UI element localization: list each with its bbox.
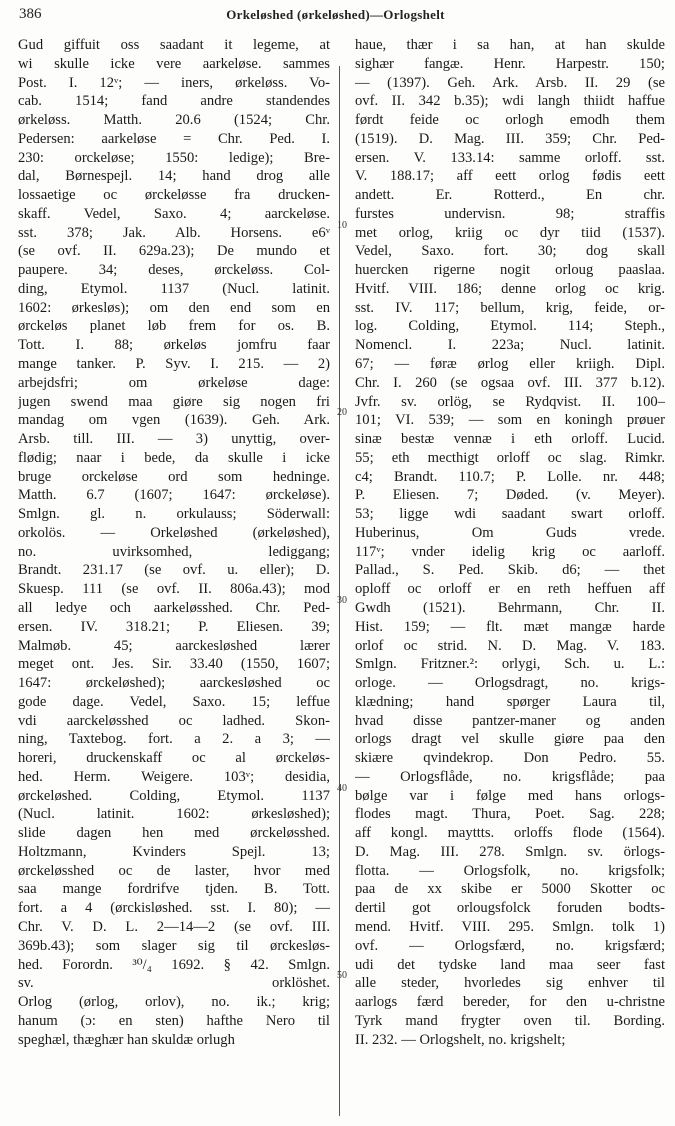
text-line: P. Eliesen. 7; Døded. (v. Meyer).	[355, 487, 665, 504]
text-line: alle steder, hvorledes sig enhver til	[355, 975, 665, 992]
text-line: mandag om vgen (1639). Geh. Ark.	[18, 412, 330, 429]
text-line: c4; Brandt. 110.7; P. Lolle. nr. 448;	[355, 468, 665, 485]
text-line: Post. I. 12ᵛ; — iners, ørkeløss. Vo-	[18, 74, 330, 91]
text-line: vdi aarckeløsshed oc ladhed. Skon-	[18, 712, 330, 729]
text-line: orlogs dragt vel skulle giøre paa den	[355, 731, 665, 748]
right-column	[355, 36, 665, 1049]
line-number-20: 20	[337, 407, 347, 418]
text-line: paa de xx skibe er 5000 Skotter oc	[355, 881, 665, 898]
text-line: Vedel, Saxo. fort. 30; dog skall	[355, 243, 665, 260]
text-line: flodes magt. Thura, Poet. Sag. 228;	[355, 806, 665, 823]
text-line: Chr. V. D. L. 2—14—2 (se ovf. III.	[18, 918, 330, 935]
text-line: jugen swend maa giøre sig nogen fri	[18, 393, 330, 410]
text-line: hed. Herm. Weigere. 103ᵛ; desidia,	[18, 768, 330, 785]
page-number: 386	[19, 6, 42, 22]
text-line: andett. Er. Rotterd., En chr.	[355, 187, 665, 204]
text-line: II. 232. — Orlogshelt, no. krigshelt;	[355, 1031, 566, 1048]
text-line: ørckeløsshed oc de laster, hvor med	[18, 862, 330, 879]
text-line: 1602: ørkesløs); om den end som en	[18, 299, 330, 316]
text-line: bølge var i følge med hans orlogs-	[355, 787, 665, 804]
text-line: (1519). D. Mag. III. 359; Chr. Ped-	[355, 130, 665, 147]
text-line: mange tanker. P. Syv. I. 215. — 2)	[18, 356, 330, 373]
text-line: ersen. IV. 318.21; P. Eliesen. 39;	[18, 618, 330, 635]
text-line: Smlgn. gl. n. orkulauss; Söderwall:	[18, 506, 330, 523]
text-line: Chr. I. 260 (se ogsaa ovf. III. 377 b.12).	[355, 374, 665, 391]
text-line: aarlogs færd bereder, for den u-christne	[355, 994, 665, 1011]
text-line: klædning; hand spørger Laura til,	[355, 693, 665, 710]
text-line: orloge. — Orlogsdragt, no. krigs-	[355, 675, 665, 692]
text-line: Arsb. till. III. — 3) unyttig, over-	[18, 431, 330, 448]
text-line: sinæ bestæ vennæ i eth orloff. Lucid.	[355, 431, 665, 448]
text-line: udi det tydske land maa seer fast	[355, 956, 665, 973]
text-line: V. 188.17; aff eett orlog fødis eett	[355, 168, 665, 185]
text-line: ørkeløss. Matth. 20.6 (1524; Chr.	[18, 112, 330, 129]
running-title: Orkeløshed (ørkeløshed)—Orlogshelt	[226, 7, 445, 22]
text-line: sst. 378; Jak. Alb. Horsens. e6ᵛ	[18, 224, 330, 241]
text-line: ersen. V. 133.14: samme orloff. sst.	[355, 149, 665, 166]
text-line: 67; — føræ ørlog eller kriigh. Dipl.	[355, 356, 665, 373]
text-line: meget ont. Jes. Sir. 33.40 (1550, 1607;	[18, 656, 330, 673]
text-line: ørckeløshed. Colding, Etymol. 1137	[18, 787, 330, 804]
text-line: Huberinus, Om Guds vrede.	[355, 524, 665, 541]
text-line: aff kongl. mayttts. orloffs flode (1564).	[355, 825, 665, 842]
text-line: sst. IV. 117; bellum, krig, feide, or-	[355, 299, 665, 316]
text-line: bruge orckeløse ord som hedninge.	[18, 468, 330, 485]
text-line: lossaetige oc ørckeløsse fra drucken-	[18, 187, 330, 204]
text-line: huercken rigerne nogit orloug paaslaa.	[355, 262, 665, 279]
text-line: Gwdh (1521). Behrmann, Chr. II.	[355, 599, 665, 616]
text-line: 230: orckeløse; 1550: ledige); Bre-	[18, 149, 330, 166]
line-number-50: 50	[337, 970, 347, 981]
text-line: Matth. 6.7 (1607; 1647: ørckeløse).	[18, 487, 330, 504]
text-line: flotta. — Orlogsfolk, no. krigsfolk;	[355, 862, 665, 879]
text-line: arbejdsfri; om ørkeløse dage:	[18, 374, 330, 391]
text-line: hed. Forordn. ³⁰/₄ 1692. § 42. Smlgn.	[18, 956, 330, 973]
text-line: førdt feide oc orlogh emodh them	[355, 112, 665, 129]
text-line: skiære qvindekrop. Don Pedro. 55.	[355, 750, 665, 767]
text-line: 101; VI. 539; — som en koningh prøuer	[355, 412, 665, 429]
text-line: dal, Børnespejl. 14; hand drog alle	[18, 168, 330, 185]
text-line: Gud giffuit oss saadant it legeme, at	[18, 37, 330, 53]
text-line: speghæl, thæghær han skuldæ orlugh	[18, 1031, 235, 1048]
text-line: furstes undervisn. 98; straffis	[355, 205, 665, 222]
text-line: oploff oc orloff er en reth heffuen aff	[355, 581, 665, 598]
text-line: ning, Taxtebog. fort. a 2. a 3; —	[18, 731, 330, 748]
left-column	[18, 36, 330, 1049]
text-line: mend. Hvitf. VIII. 295. Smlgn. tolk 1)	[355, 918, 665, 935]
text-line: 369b.43); som slager sig til ørckesløs-	[18, 937, 330, 954]
text-line: orlof oc strid. N. D. Mag. V. 183.	[355, 637, 665, 654]
text-line: log. Colding, Etymol. 114; Steph.,	[355, 318, 665, 335]
text-line: ovf. II. 342 b.35); wdi langh thiidt haffue	[355, 93, 665, 110]
line-number-10: 10	[337, 220, 347, 231]
text-line: paupere. 34; deses, ørckeløss. Col-	[18, 262, 330, 279]
text-line: Jvfr. sv. orlög, se Rydqvist. II. 100–	[355, 393, 665, 410]
text-line: sv. orklöshet.	[18, 975, 330, 992]
text-line: haue, thær i sa han, at han skulde	[355, 37, 665, 53]
text-line: Skuesp. 111 (se ovf. II. 806a.43); mod	[18, 581, 330, 598]
text-line: horeri, druckenskaff oc al ørckeløs-	[18, 750, 330, 767]
line-number-40: 40	[337, 783, 347, 794]
text-line: 1647: ørckeløshed); aarckesløshed oc	[18, 675, 330, 692]
text-line: 53; ligge wdi saadant swart orloff.	[355, 506, 665, 523]
text-line: Hvitf. VIII. 186; denne orlog oc krig.	[355, 280, 665, 297]
text-line: flødig; naar i bede, da skulle i icke	[18, 449, 330, 466]
text-line: (se ovf. II. 629a.23); De mundo et	[18, 243, 330, 260]
text-line: wi skulle icke vere aarkeløse. sammes	[18, 55, 330, 72]
text-line: skaff. Vedel, Saxo. 4; aarckeløse.	[18, 205, 330, 222]
text-line: orkolös. — Orkeløshed (ørkeløshed),	[18, 524, 330, 541]
text-line: — Orlogsflåde, no. krigsflåde; paa	[355, 768, 665, 785]
text-line: Tott. I. 88; ørkeløs jomfru faar	[18, 337, 330, 354]
text-line: Pedersen: aarkeløse = Chr. Ped. I.	[18, 130, 330, 147]
text-line: 55; eth mecthigt orloff oc slag. Rimkr.	[355, 449, 665, 466]
text-line: ovf. — Orlogsfærd, no. krigsfærd;	[355, 937, 665, 954]
text-line: dertil got orlougsfolck foruden bodts-	[355, 900, 665, 917]
text-line: hanum (ɔ: en sten) hafthe Nero til	[18, 1012, 330, 1029]
text-line: Nomencl. I. 223a; Nucl. latinit.	[355, 337, 665, 354]
text-line: — (1397). Geh. Ark. Arsb. II. 29 (se	[355, 74, 665, 91]
text-line: hvad disse pantzer-maner og anden	[355, 712, 665, 729]
text-line: sighær fangæ. Henr. Harpestr. 150;	[355, 55, 665, 72]
text-line: Malmøb. 45; aarckesløshed lærer	[18, 637, 330, 654]
text-line: Brandt. 231.17 (se ovf. u. eller); D.	[18, 562, 330, 579]
text-line: cab. 1514; fand andre standendes	[18, 93, 330, 110]
text-line: ørckeløs planet løb frem for os. B.	[18, 318, 330, 335]
text-line: saa mange fordrifve tjden. B. Tott.	[18, 881, 330, 898]
line-number-30: 30	[337, 595, 347, 606]
text-line: 117ᵛ; vnder idelig krig oc aarloff.	[355, 543, 665, 560]
text-line: slide dagen hen med ørckeløsshed.	[18, 825, 330, 842]
text-line: Hist. 159; — flt. mæt mangæ harde	[355, 618, 665, 635]
page-header	[10, 4, 661, 26]
text-line: (Nucl. latinit. 1602: ørkesløshed);	[18, 806, 330, 823]
text-line: Smlgn. Fritzner.²: orlygi, Sch. u. L.:	[355, 656, 665, 673]
text-line: all ledye och aarkeløsshed. Chr. Ped-	[18, 599, 330, 616]
text-line: Holtzmann, Kvinders Spejl. 13;	[18, 843, 330, 860]
text-line: fort. a 4 (ørckisløshed. sst. I. 80); —	[18, 900, 330, 917]
text-line: D. Mag. III. 278. Smlgn. sv. örlogs-	[355, 843, 665, 860]
text-line: met orlog, kriig oc dyr tiid (1537).	[355, 224, 665, 241]
text-line: Pallad., S. Ped. Skib. d6; — thet	[355, 562, 665, 579]
text-line: ding, Etymol. 1137 (Nucl. latinit.	[18, 280, 330, 297]
text-line: no. uvirksomhed, lediggang;	[18, 543, 330, 560]
text-line: gode dage. Vedel, Saxo. 15; leffue	[18, 693, 330, 710]
text-line: Orlog (ørlog, orlov), no. ik.; krig;	[18, 994, 330, 1011]
text-line: Tyrk mand frygter oven til. Bording.	[355, 1012, 665, 1029]
